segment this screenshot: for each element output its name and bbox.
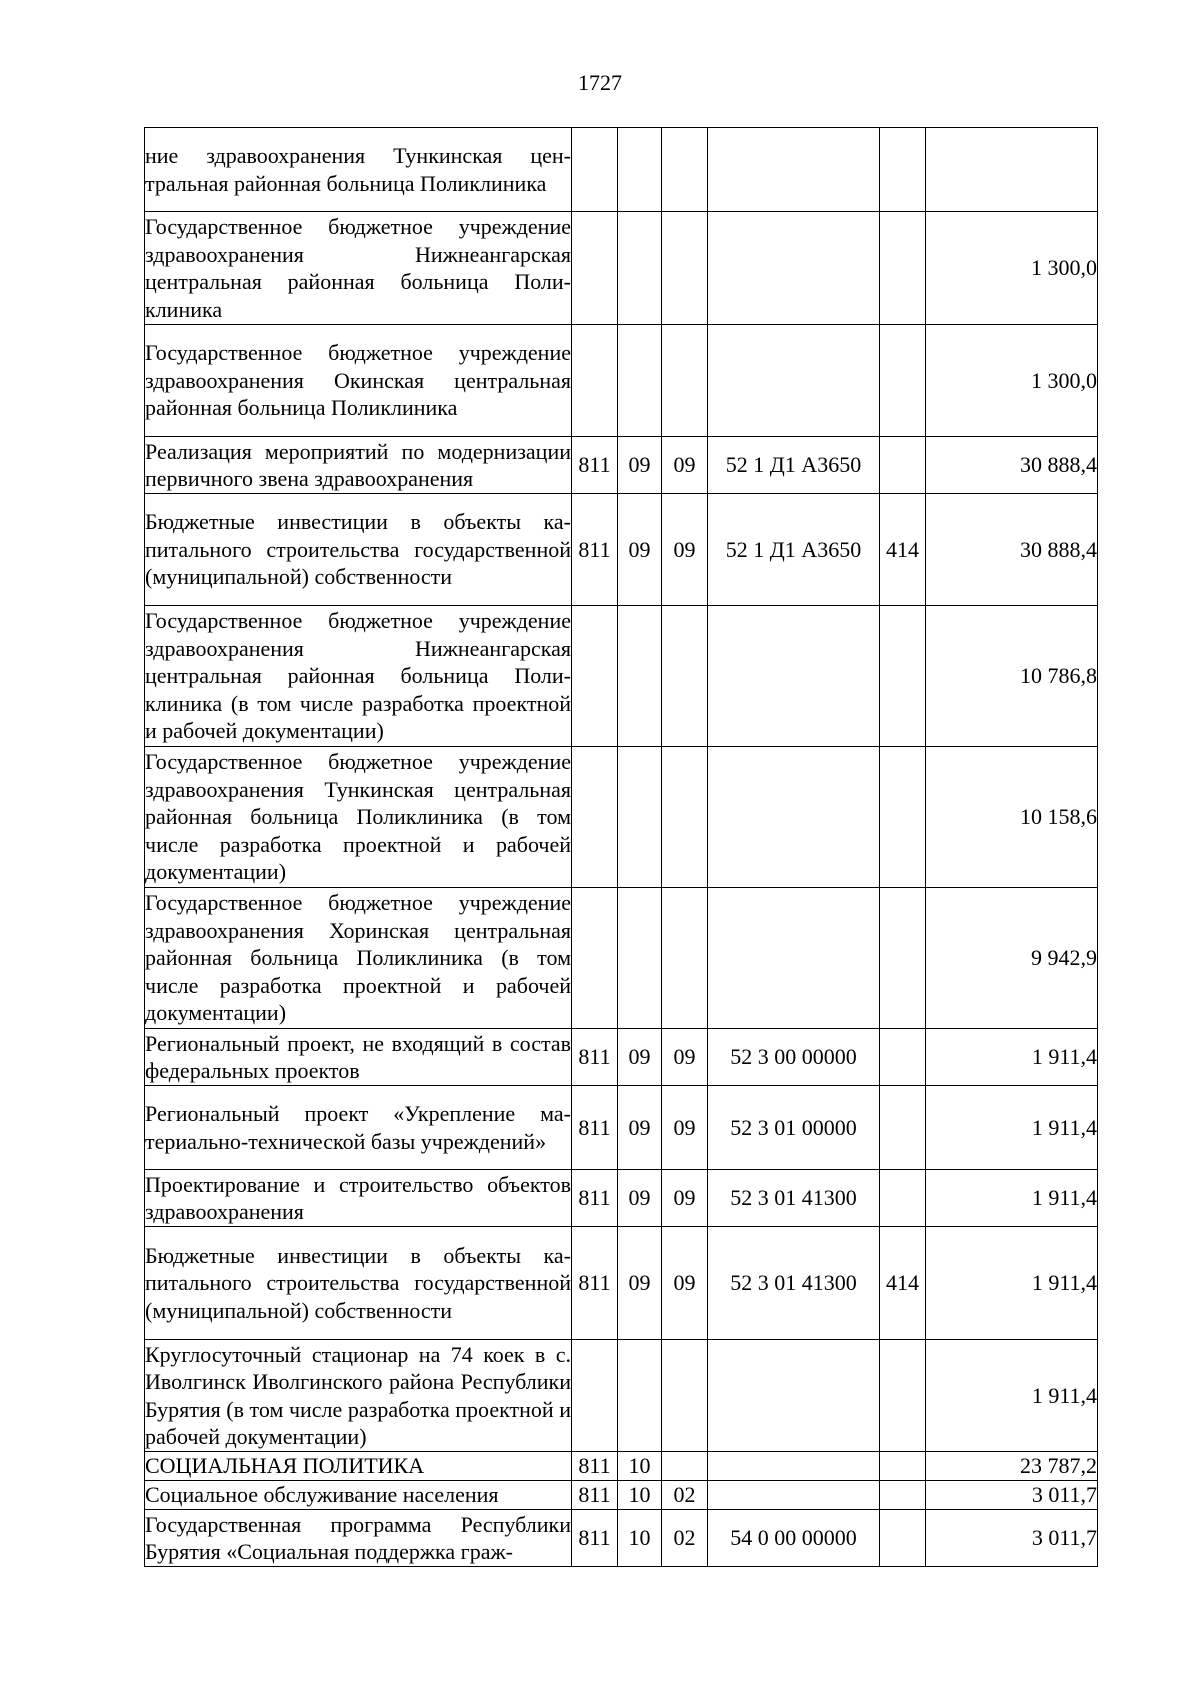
- section-code: 09: [618, 494, 662, 606]
- row-name: Бюджетные инвестиции в объекты капитального строительства государственной (муниципальной) собственности: [145, 1227, 572, 1340]
- subsection-code: 02: [662, 1510, 708, 1567]
- row-name: Социальное обслуживание населения: [145, 1481, 572, 1510]
- section-code: 09: [618, 437, 662, 494]
- target-article-code: 52 3 00 00000: [708, 1029, 880, 1086]
- section-code: 10: [618, 1481, 662, 1510]
- section-code: 09: [618, 1029, 662, 1086]
- target-article-code: 52 3 01 41300: [708, 1170, 880, 1227]
- amount: 23 787,2: [926, 1452, 1098, 1481]
- subsection-code: 09: [662, 1086, 708, 1170]
- section-code: [618, 212, 662, 325]
- row-name: Проектирование и строительство объектов здравоохранения: [145, 1170, 572, 1227]
- table-row: [145, 212, 1098, 325]
- expense-type-code: [880, 606, 926, 747]
- section-code: 09: [618, 1086, 662, 1170]
- table-row: [145, 747, 1098, 888]
- expense-type-code: [880, 1029, 926, 1086]
- subsection-code: [662, 888, 708, 1029]
- target-article-code: [708, 128, 880, 212]
- table-row: [145, 888, 1098, 1029]
- row-name: Государственное бюджетное учреждение здравоохранения Окинская центральная районная больница Поликлиника: [145, 325, 572, 437]
- ministry-code: [572, 128, 618, 212]
- subsection-code: [662, 1340, 708, 1452]
- amount: 30 888,4: [926, 437, 1098, 494]
- section-code: [618, 606, 662, 747]
- table-row: [145, 494, 1098, 606]
- section-code: [618, 325, 662, 437]
- expense-type-code: [880, 1170, 926, 1227]
- target-article-code: [708, 888, 880, 1029]
- subsection-code: 09: [662, 1029, 708, 1086]
- table-row: [145, 606, 1098, 747]
- expense-type-code: [880, 1510, 926, 1567]
- ministry-code: [572, 325, 618, 437]
- row-name: Круглосуточный стационар на 74 коек в с. Иволгинск Иволгинского района Республики Бурятия (в том числе разработка проектной и рабочей документации): [145, 1340, 572, 1452]
- expense-type-code: [880, 1452, 926, 1481]
- budget-table: [144, 127, 1098, 1567]
- amount: 1 911,4: [926, 1227, 1098, 1340]
- expense-type-code: [880, 1481, 926, 1510]
- amount: 1 300,0: [926, 325, 1098, 437]
- table-row: [145, 1029, 1098, 1086]
- amount: 1 911,4: [926, 1029, 1098, 1086]
- expense-type-code: [880, 212, 926, 325]
- expense-type-code: 414: [880, 1227, 926, 1340]
- target-article-code: 54 0 00 00000: [708, 1510, 880, 1567]
- expense-type-code: [880, 1340, 926, 1452]
- expense-type-code: [880, 437, 926, 494]
- amount: 1 911,4: [926, 1170, 1098, 1227]
- target-article-code: 52 3 01 00000: [708, 1086, 880, 1170]
- amount: 1 300,0: [926, 212, 1098, 325]
- subsection-code: [662, 1452, 708, 1481]
- section-code: 10: [618, 1510, 662, 1567]
- amount: [926, 128, 1098, 212]
- subsection-code: [662, 606, 708, 747]
- section-code: 10: [618, 1452, 662, 1481]
- ministry-code: [572, 888, 618, 1029]
- ministry-code: 811: [572, 1510, 618, 1567]
- ministry-code: [572, 747, 618, 888]
- ministry-code: 811: [572, 494, 618, 606]
- row-name: Реализация мероприятий по модернизации первичного звена здравоохранения: [145, 437, 572, 494]
- expense-type-code: [880, 1086, 926, 1170]
- subsection-code: [662, 128, 708, 212]
- row-name: Государственное бюджетное учреждение здравоохранения Нижнеангарская центральная районная больница Поликлиника (в том числе разработка проектной и рабочей документации): [145, 606, 572, 747]
- target-article-code: [708, 325, 880, 437]
- row-name: СОЦИАЛЬНАЯ ПОЛИТИКА: [145, 1452, 572, 1481]
- row-name: Государственное бюджетное учреждение здравоохранения Нижнеангарская центральная районная больница Поликлиника: [145, 212, 572, 325]
- table-row: [145, 1510, 1098, 1567]
- target-article-code: 52 3 01 41300: [708, 1227, 880, 1340]
- row-name: Бюджетные инвестиции в объекты капитального строительства государственной (муниципальной) собственности: [145, 494, 572, 606]
- subsection-code: [662, 325, 708, 437]
- table-row: [145, 1340, 1098, 1452]
- subsection-code: 09: [662, 1170, 708, 1227]
- ministry-code: 811: [572, 1086, 618, 1170]
- target-article-code: [708, 747, 880, 888]
- row-name: Региональный проект, не входящий в состав федеральных проектов: [145, 1029, 572, 1086]
- table-row: [145, 1227, 1098, 1340]
- ministry-code: [572, 212, 618, 325]
- amount: 3 011,7: [926, 1510, 1098, 1567]
- table-row: [145, 1086, 1098, 1170]
- target-article-code: 52 1 Д1 А3650: [708, 494, 880, 606]
- ministry-code: 811: [572, 1227, 618, 1340]
- target-article-code: [708, 212, 880, 325]
- target-article-code: [708, 1340, 880, 1452]
- subsection-code: 09: [662, 437, 708, 494]
- expense-type-code: [880, 888, 926, 1029]
- ministry-code: 811: [572, 1452, 618, 1481]
- page-number: 1727: [578, 70, 622, 95]
- section-code: 09: [618, 1170, 662, 1227]
- row-name: ние здравоохранения Тункинская центральная районная больница Поликлиника: [145, 128, 572, 212]
- amount: 30 888,4: [926, 494, 1098, 606]
- target-article-code: 52 1 Д1 А3650: [708, 437, 880, 494]
- amount: 9 942,9: [926, 888, 1098, 1029]
- expense-type-code: [880, 128, 926, 212]
- table-row: [145, 128, 1098, 212]
- target-article-code: [708, 1452, 880, 1481]
- amount: 10 786,8: [926, 606, 1098, 747]
- row-name: Региональный проект «Укрепление материально-технической базы учреждений»: [145, 1086, 572, 1170]
- expense-type-code: [880, 325, 926, 437]
- ministry-code: [572, 1340, 618, 1452]
- subsection-code: 02: [662, 1481, 708, 1510]
- expense-type-code: [880, 747, 926, 888]
- section-code: [618, 747, 662, 888]
- row-name: Государственная программа Республики Бурятия «Социальная поддержка граж-: [145, 1510, 572, 1567]
- section-code: 09: [618, 1227, 662, 1340]
- amount: 3 011,7: [926, 1481, 1098, 1510]
- ministry-code: 811: [572, 1029, 618, 1086]
- subsection-code: 09: [662, 494, 708, 606]
- target-article-code: [708, 606, 880, 747]
- table-row: [145, 1481, 1098, 1510]
- section-code: [618, 1340, 662, 1452]
- ministry-code: 811: [572, 437, 618, 494]
- table-row: [145, 1452, 1098, 1481]
- subsection-code: [662, 747, 708, 888]
- table-row: [145, 1170, 1098, 1227]
- row-name: Государственное бюджетное учреждение здравоохранения Тункинская центральная районная больница Поликлиника (в том числе разработка проектной и рабочей документации): [145, 747, 572, 888]
- ministry-code: 811: [572, 1481, 618, 1510]
- amount: 1 911,4: [926, 1086, 1098, 1170]
- subsection-code: [662, 212, 708, 325]
- section-code: [618, 128, 662, 212]
- table-row: [145, 325, 1098, 437]
- subsection-code: 09: [662, 1227, 708, 1340]
- ministry-code: [572, 606, 618, 747]
- table-row: [145, 437, 1098, 494]
- row-name: Государственное бюджетное учреждение здравоохранения Хоринская центральная районная больница Поликлиника (в том числе разработка проектной и рабочей документации): [145, 888, 572, 1029]
- ministry-code: 811: [572, 1170, 618, 1227]
- expense-type-code: 414: [880, 494, 926, 606]
- amount: 10 158,6: [926, 747, 1098, 888]
- target-article-code: [708, 1481, 880, 1510]
- section-code: [618, 888, 662, 1029]
- table-body: [145, 128, 1098, 1567]
- amount: 1 911,4: [926, 1340, 1098, 1452]
